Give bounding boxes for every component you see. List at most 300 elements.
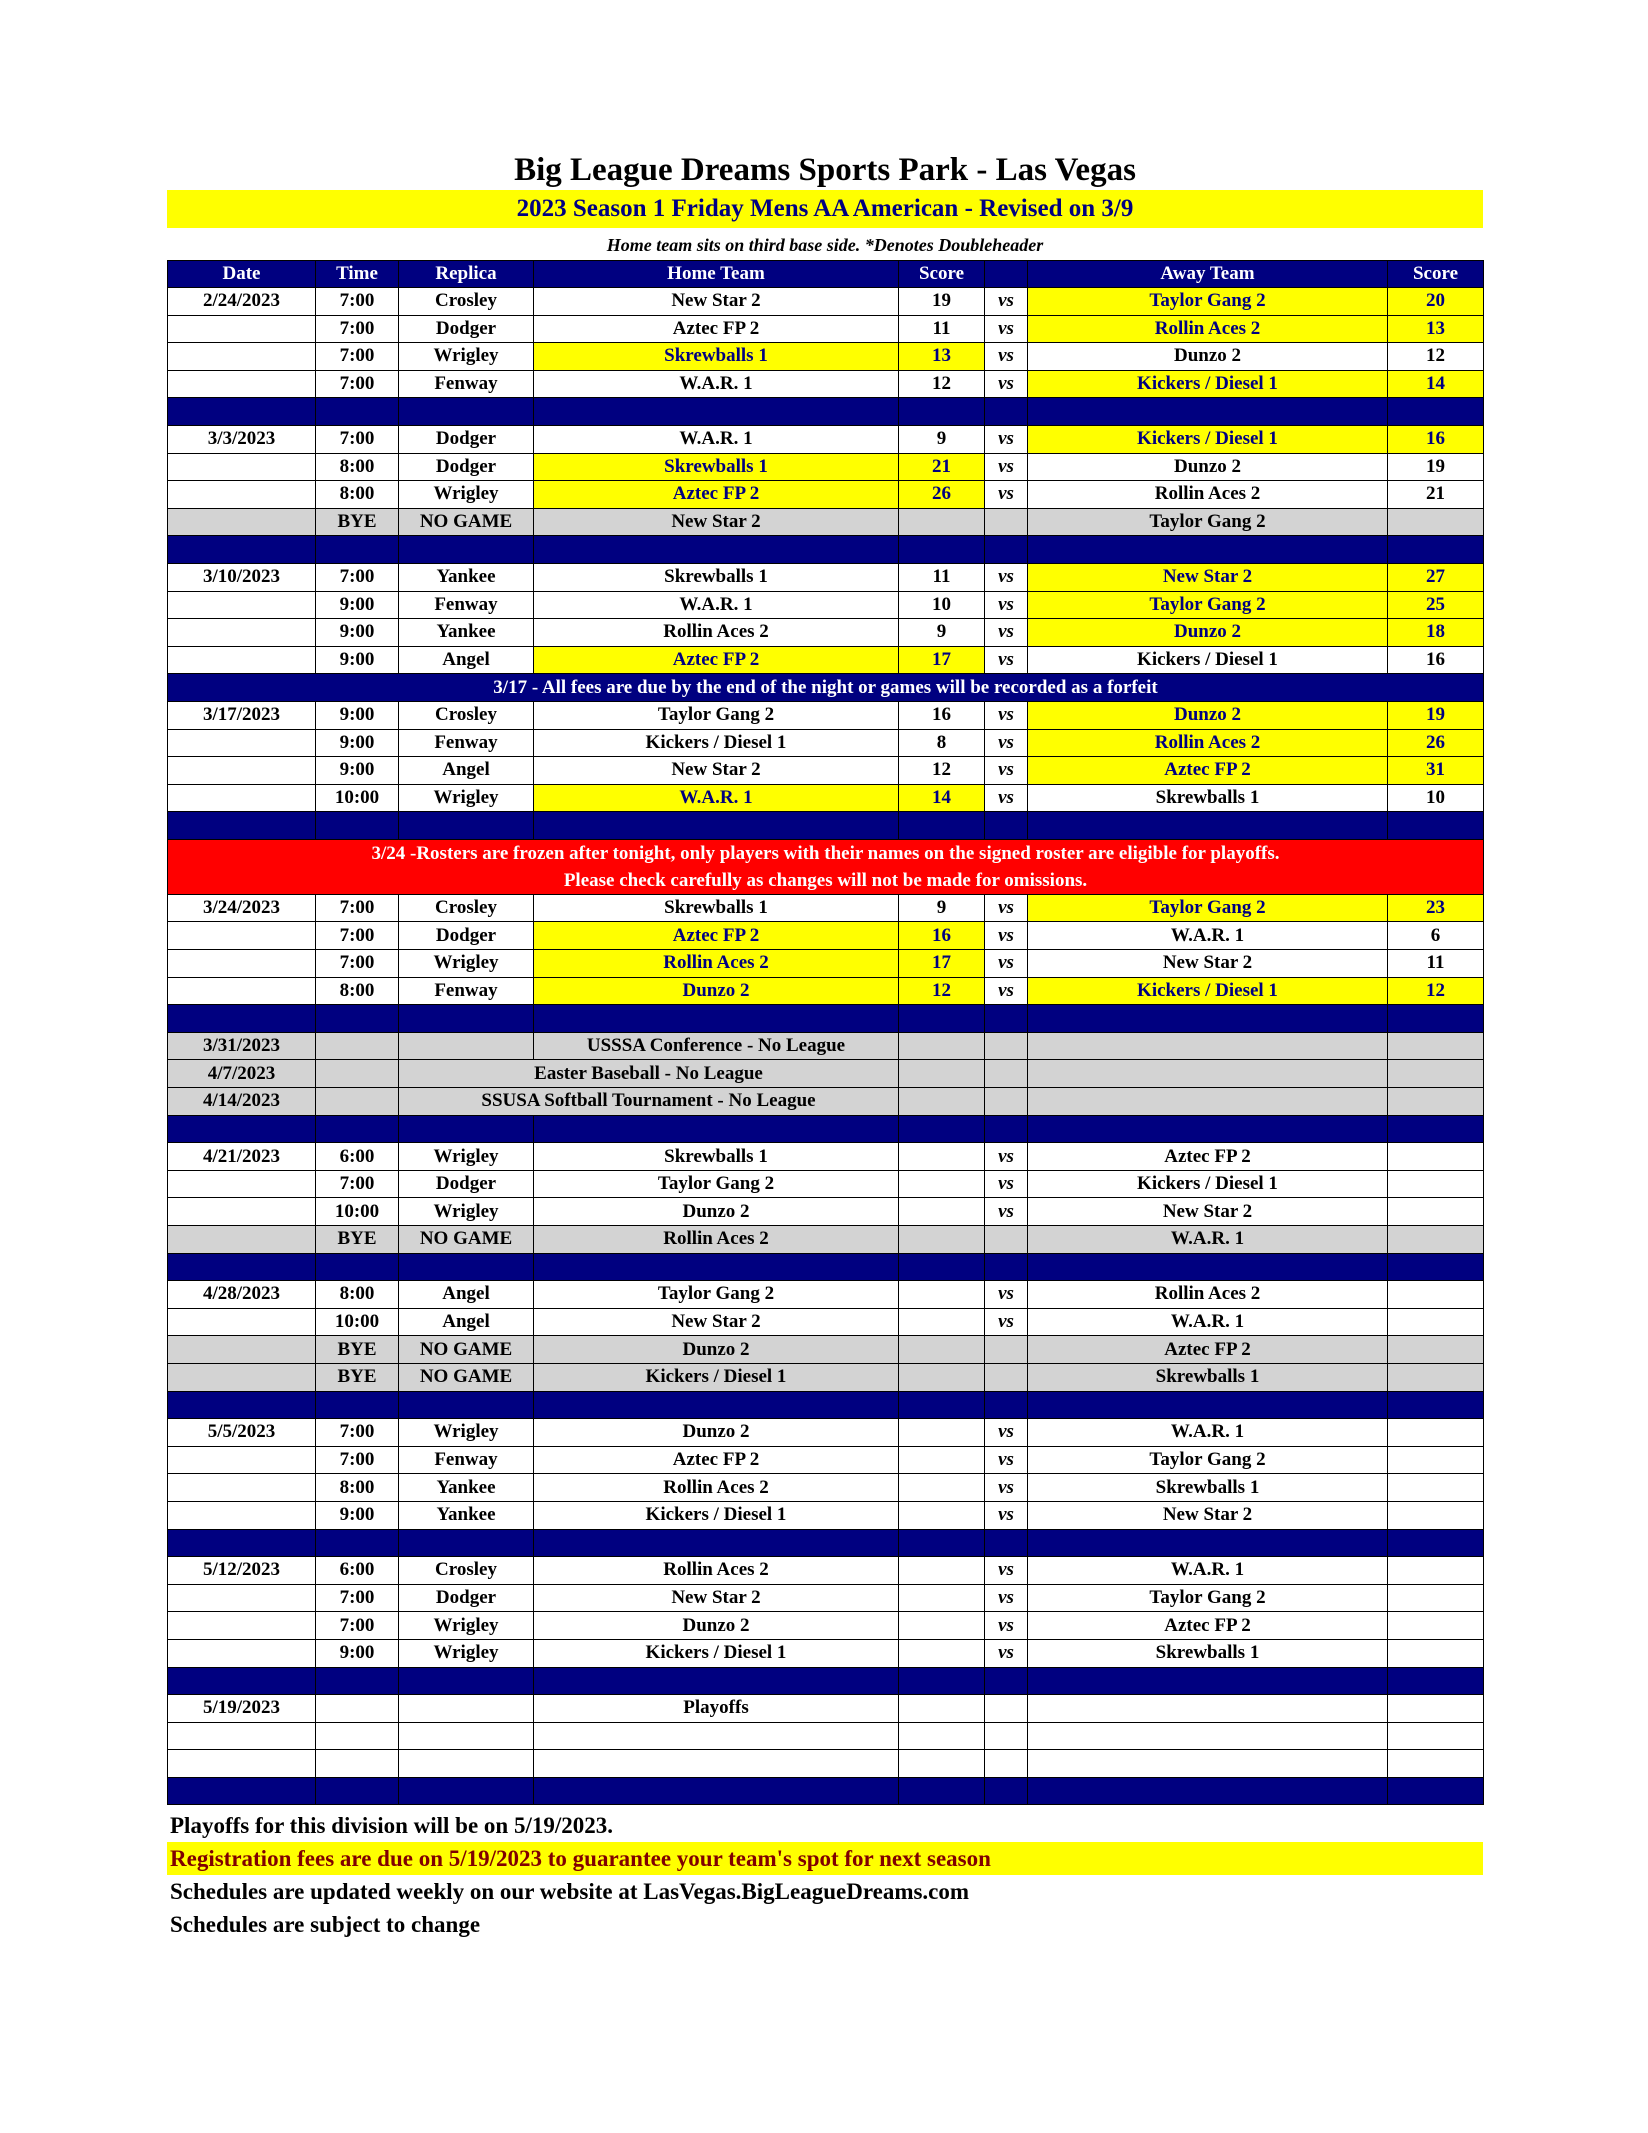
home-score: 10 [899,591,985,619]
away-team: W.A.R. 1 [1028,1226,1388,1254]
time-cell [316,1032,399,1060]
home-team: Aztec FP 2 [534,481,899,509]
home-score [899,1501,985,1529]
separator-cell [1388,536,1484,564]
replica-field: Wrigley [399,343,534,371]
replica-field: Fenway [399,977,534,1005]
away-score [1388,1143,1484,1171]
vs-label: vs [985,784,1028,812]
separator-cell [168,1115,316,1143]
separator-cell [985,1253,1028,1281]
header-date: Date [168,261,316,288]
game-time: 7:00 [316,894,399,922]
game-time: 7:00 [316,1170,399,1198]
home-score: 14 [899,784,985,812]
home-team: Dunzo 2 [534,1336,899,1364]
away-team: Skrewballs 1 [1028,1639,1388,1667]
game-row [168,1419,1484,1447]
away-score: 25 [1388,591,1484,619]
game-date [168,1474,316,1502]
away-team: New Star 2 [1028,563,1388,591]
replica-field: Angel [399,1308,534,1336]
game-date [168,343,316,371]
separator-cell [985,536,1028,564]
separator-row [168,1391,1484,1419]
score-cell [899,1088,985,1116]
away-score [1388,1474,1484,1502]
home-score: 13 [899,343,985,371]
header-home-team: Home Team [534,261,899,288]
vs-label: vs [985,1170,1028,1198]
away-score [1388,1170,1484,1198]
subject-to-change-note: Schedules are subject to change [170,1912,481,1938]
game-date [168,1501,316,1529]
score-cell [899,1032,985,1060]
separator-cell [399,1529,534,1557]
away-score [1388,1639,1484,1667]
game-time: 6:00 [316,1143,399,1171]
replica-cell [399,1695,534,1723]
game-row [168,894,1484,922]
game-date: 2/24/2023 [168,288,316,316]
away-team: Kickers / Diesel 1 [1028,425,1388,453]
separator-cell [1028,1115,1388,1143]
playoffs-note: Playoffs for this division will be on 5/19/2023. [170,1813,614,1839]
separator-cell [899,1005,985,1033]
home-team: Rollin Aces 2 [534,619,899,647]
away-team: Dunzo 2 [1028,701,1388,729]
header-home-score: Score [899,261,985,288]
game-row [168,481,1484,509]
game-time: 9:00 [316,619,399,647]
away-team: Aztec FP 2 [1028,1143,1388,1171]
away-team: Taylor Gang 2 [1028,288,1388,316]
vs-label: vs [985,591,1028,619]
game-time: 7:00 [316,1612,399,1640]
separator-cell [534,812,899,840]
replica-field: Angel [399,646,534,674]
game-date [168,619,316,647]
away-score: 14 [1388,370,1484,398]
separator-cell [985,1391,1028,1419]
game-date: 4/7/2023 [168,1060,316,1088]
vs-label: vs [985,950,1028,978]
separator-cell [899,1667,985,1695]
home-score: 8 [899,729,985,757]
vs-label: vs [985,619,1028,647]
home-team: Kickers / Diesel 1 [534,1501,899,1529]
game-date [168,1170,316,1198]
separator-cell [899,398,985,426]
home-team: W.A.R. 1 [534,425,899,453]
replica-field: Yankee [399,1501,534,1529]
game-time: 7:00 [316,1584,399,1612]
separator-cell [1388,812,1484,840]
header-vs [985,261,1028,288]
away-team: Skrewballs 1 [1028,1363,1388,1391]
separator-cell [316,1115,399,1143]
separator-cell [899,1529,985,1557]
separator-cell [316,1667,399,1695]
home-team: Skrewballs 1 [534,563,899,591]
game-time: 7:00 [316,315,399,343]
separator-cell [534,1391,899,1419]
away-team: New Star 2 [1028,950,1388,978]
game-date [168,784,316,812]
home-team: Aztec FP 2 [534,646,899,674]
away-team: Aztec FP 2 [1028,1336,1388,1364]
separator-cell [1028,398,1388,426]
game-time: BYE [316,508,399,536]
score-cell [899,1060,985,1088]
away-score [1388,1446,1484,1474]
header-time: Time [316,261,399,288]
home-team: New Star 2 [534,288,899,316]
away-team: Kickers / Diesel 1 [1028,370,1388,398]
score-cell [1388,1088,1484,1116]
vs-label: vs [985,453,1028,481]
replica-field: Dodger [399,425,534,453]
game-date [168,1612,316,1640]
home-score [899,1419,985,1447]
game-time: 9:00 [316,1501,399,1529]
home-team: Skrewballs 1 [534,1143,899,1171]
home-team: W.A.R. 1 [534,591,899,619]
separator-cell [1388,1391,1484,1419]
game-date [168,1446,316,1474]
game-date [168,481,316,509]
vs-label: vs [985,288,1028,316]
home-team: New Star 2 [534,757,899,785]
replica-field: Crosley [399,701,534,729]
game-row [168,1446,1484,1474]
game-row [168,1281,1484,1309]
separator-row [168,1529,1484,1557]
table-cell [899,1695,985,1723]
replica-cell [399,1032,534,1060]
game-date [168,1198,316,1226]
table-cell [1028,1722,1388,1750]
no-league-row [168,1032,1484,1060]
home-score: 9 [899,894,985,922]
away-team: Aztec FP 2 [1028,1612,1388,1640]
game-row [168,1501,1484,1529]
away-team: Taylor Gang 2 [1028,1446,1388,1474]
replica-field: Wrigley [399,784,534,812]
home-score [899,1143,985,1171]
replica-field: Dodger [399,315,534,343]
playoffs-row [168,1695,1484,1723]
game-date: 4/21/2023 [168,1143,316,1171]
separator-cell [985,1777,1028,1805]
separator-row [168,1777,1484,1805]
home-score [899,1198,985,1226]
table-cell [316,1750,399,1778]
away-score: 16 [1388,425,1484,453]
vs-label: vs [985,1501,1028,1529]
separator-cell [399,1391,534,1419]
time-cell [316,1695,399,1723]
replica-field: Dodger [399,922,534,950]
home-team: Skrewballs 1 [534,453,899,481]
separator-cell [399,1115,534,1143]
away-score: 20 [1388,288,1484,316]
schedule-body [168,288,1484,1805]
away-team: Taylor Gang 2 [1028,1584,1388,1612]
away-team: Rollin Aces 2 [1028,315,1388,343]
away-score [1388,1226,1484,1254]
vs-label: vs [985,1308,1028,1336]
replica-field: NO GAME [399,1363,534,1391]
game-row [168,1639,1484,1667]
away-score [1388,1281,1484,1309]
replica-field: NO GAME [399,1226,534,1254]
game-time: 9:00 [316,591,399,619]
no-league-row [168,1060,1484,1088]
away-score: 19 [1388,453,1484,481]
separator-cell [168,1529,316,1557]
separator-cell [899,1115,985,1143]
game-date [168,370,316,398]
game-date: 3/24/2023 [168,894,316,922]
table-cell [168,1750,316,1778]
away-team-cell [1028,1032,1388,1060]
game-row [168,315,1484,343]
playoffs-label: Playoffs [534,1695,899,1723]
home-team: Skrewballs 1 [534,894,899,922]
time-cell [316,1060,399,1088]
separator-cell [1388,1777,1484,1805]
game-date: 5/5/2023 [168,1419,316,1447]
away-score: 18 [1388,619,1484,647]
separator-cell [534,1529,899,1557]
replica-field: Dodger [399,1584,534,1612]
separator-cell [168,398,316,426]
replica-field: Fenway [399,1446,534,1474]
table-cell [899,1722,985,1750]
vs-cell [985,1032,1028,1060]
game-date [168,1308,316,1336]
game-time: BYE [316,1336,399,1364]
vs-label: vs [985,1474,1028,1502]
separator-cell [316,536,399,564]
home-score [899,1170,985,1198]
empty-row [168,1722,1484,1750]
game-row [168,922,1484,950]
separator-cell [899,536,985,564]
no-league-text: USSSA Conference - No League [534,1032,899,1060]
fees-notice-row [168,674,1484,702]
roster-notice-row [168,839,1484,894]
page-title: Big League Dreams Sports Park - Las Vegas [514,152,1136,188]
separator-cell [985,812,1028,840]
separator-cell [168,1777,316,1805]
fees-notice: 3/17 - All fees are due by the end of the night or games will be recorded as a forfeit [168,674,1484,702]
header-away-score: Score [1388,261,1484,288]
game-time: BYE [316,1363,399,1391]
no-league-row [168,1088,1484,1116]
away-score: 31 [1388,757,1484,785]
home-score: 17 [899,950,985,978]
away-team: Kickers / Diesel 1 [1028,1170,1388,1198]
home-score: 12 [899,977,985,1005]
away-score [1388,1363,1484,1391]
game-time: 7:00 [316,425,399,453]
game-date [168,1336,316,1364]
replica-field: NO GAME [399,508,534,536]
home-score: 9 [899,425,985,453]
separator-cell [316,1005,399,1033]
home-team: Dunzo 2 [534,977,899,1005]
separator-cell [985,1115,1028,1143]
replica-field: Fenway [399,729,534,757]
game-date: 3/10/2023 [168,563,316,591]
home-score [899,1363,985,1391]
game-time: 9:00 [316,729,399,757]
game-row [168,1584,1484,1612]
home-team: Aztec FP 2 [534,1446,899,1474]
game-row [168,591,1484,619]
separator-cell [1388,1005,1484,1033]
home-team: Aztec FP 2 [534,315,899,343]
separator-cell [399,536,534,564]
separator-cell [899,812,985,840]
away-score: 11 [1388,950,1484,978]
away-score [1388,1584,1484,1612]
vs-label: vs [985,370,1028,398]
home-score [899,1308,985,1336]
separator-cell [534,1667,899,1695]
vs-label: vs [985,315,1028,343]
away-team-cell [1028,1088,1388,1116]
home-score [899,1612,985,1640]
no-league-text: SSUSA Softball Tournament - No League [399,1088,899,1116]
away-team: W.A.R. 1 [1028,1308,1388,1336]
separator-cell [168,536,316,564]
table-cell [1028,1695,1388,1723]
vs-label: vs [985,729,1028,757]
separator-cell [316,1391,399,1419]
game-row [168,1557,1484,1585]
away-team: Aztec FP 2 [1028,757,1388,785]
replica-field: Fenway [399,591,534,619]
separator-cell [316,1777,399,1805]
registration-note: Registration fees are due on 5/19/2023 to guarantee your team's spot for next season [167,1842,1483,1875]
separator-row [168,536,1484,564]
game-date [168,315,316,343]
game-row [168,1612,1484,1640]
table-cell [399,1722,534,1750]
game-row [168,619,1484,647]
home-team: Dunzo 2 [534,1419,899,1447]
separator-cell [1028,1667,1388,1695]
away-team: Dunzo 2 [1028,453,1388,481]
home-team: Taylor Gang 2 [534,1170,899,1198]
bye-row [168,1226,1484,1254]
replica-field: Dodger [399,1170,534,1198]
game-date: 4/28/2023 [168,1281,316,1309]
replica-field: NO GAME [399,1336,534,1364]
vs-label: vs [985,977,1028,1005]
replica-field: Yankee [399,1474,534,1502]
header-replica: Replica [399,261,534,288]
table-cell [534,1722,899,1750]
game-row [168,563,1484,591]
game-row [168,1170,1484,1198]
separator-cell [1028,536,1388,564]
website-note: Schedules are updated weekly on our website at LasVegas.BigLeagueDreams.com [170,1879,970,1905]
game-row [168,757,1484,785]
separator-cell [985,1529,1028,1557]
home-team-note: Home team sits on third base side. *Denotes Doubleheader [606,235,1044,255]
vs-label: vs [985,646,1028,674]
home-team: Skrewballs 1 [534,343,899,371]
separator-cell [534,1777,899,1805]
empty-row [168,1750,1484,1778]
game-time: 8:00 [316,1474,399,1502]
home-score [899,1281,985,1309]
away-team: Skrewballs 1 [1028,784,1388,812]
home-team: Rollin Aces 2 [534,1474,899,1502]
game-row [168,646,1484,674]
bye-row [168,508,1484,536]
replica-field: Wrigley [399,1612,534,1640]
game-row [168,950,1484,978]
table-cell [1388,1695,1484,1723]
table-cell [316,1722,399,1750]
home-team: Kickers / Diesel 1 [534,1639,899,1667]
game-time: 7:00 [316,922,399,950]
away-team: Taylor Gang 2 [1028,591,1388,619]
separator-cell [899,1777,985,1805]
home-team: Taylor Gang 2 [534,701,899,729]
roster-notice [168,839,1484,894]
game-date [168,1584,316,1612]
bye-row [168,1363,1484,1391]
game-row [168,1474,1484,1502]
away-team: New Star 2 [1028,1501,1388,1529]
separator-cell [1028,1391,1388,1419]
game-time: 7:00 [316,370,399,398]
separator-cell [168,1005,316,1033]
separator-cell [399,1005,534,1033]
separator-row [168,1667,1484,1695]
replica-field: Wrigley [399,1419,534,1447]
home-score: 9 [899,619,985,647]
separator-row [168,1115,1484,1143]
separator-cell [1028,812,1388,840]
away-score [1388,1557,1484,1585]
game-time: BYE [316,1226,399,1254]
game-row [168,977,1484,1005]
game-date [168,977,316,1005]
table-cell [534,1750,899,1778]
game-date [168,1363,316,1391]
separator-cell [168,1667,316,1695]
away-score [1388,1198,1484,1226]
game-date [168,757,316,785]
table-cell [1388,1722,1484,1750]
away-score [1388,508,1484,536]
vs-label: vs [985,1584,1028,1612]
separator-cell [168,1391,316,1419]
away-team: W.A.R. 1 [1028,922,1388,950]
away-score: 13 [1388,315,1484,343]
away-team: Kickers / Diesel 1 [1028,646,1388,674]
separator-cell [316,812,399,840]
separator-cell [316,1529,399,1557]
game-row [168,784,1484,812]
